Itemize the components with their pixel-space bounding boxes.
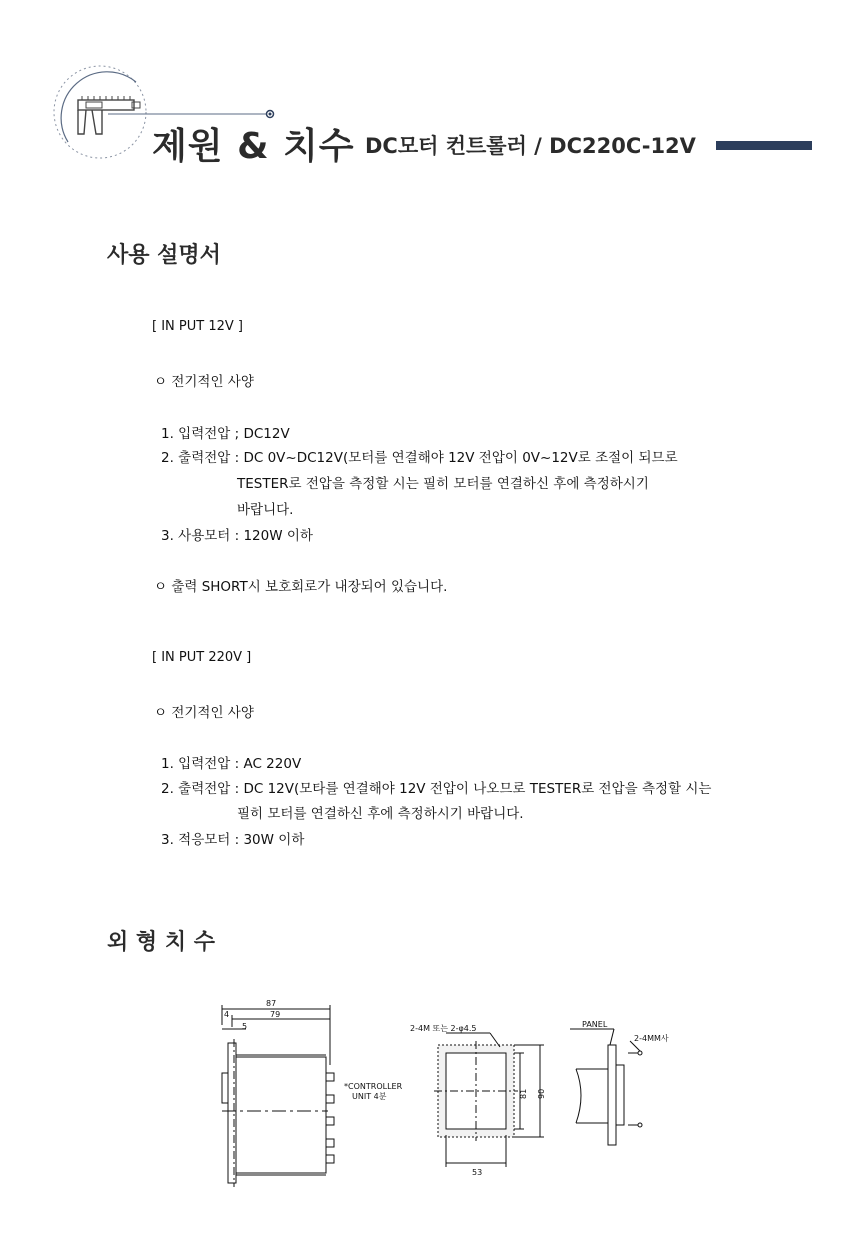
input12-item-3: 3. 사용모터 : 120W 이하: [161, 528, 313, 544]
dim-b: 5: [242, 1022, 248, 1031]
caliper-logo: [48, 62, 168, 172]
input12-electrical-heading: ㅇ 전기적인 사양: [154, 374, 254, 390]
input12-item-2-cont-2: 바랍니다.: [237, 502, 294, 518]
input220-item-3: 3. 적응모터 : 30W 이하: [161, 832, 305, 848]
dim-body-width: 79: [270, 1010, 281, 1019]
input12-note: ㅇ 출력 SHORT시 보호회로가 내장되어 있습니다.: [154, 579, 448, 595]
manual-heading: 사용 설명서: [107, 243, 221, 268]
controller-label-1: *CONTROLLER: [344, 1082, 403, 1091]
input12-label: [ IN PUT 12V ]: [152, 319, 243, 334]
input220-electrical-heading: ㅇ 전기적인 사양: [154, 705, 254, 721]
page-title: 제원 & 치수: [152, 126, 355, 167]
input12-item-2-cont-1: TESTER로 전압을 측정할 시는 필히 모터를 연결하신 후에 측정하시기: [237, 476, 649, 492]
dim-height-inner: 81: [519, 1088, 528, 1099]
input220-label: [ IN PUT 220V ]: [152, 650, 252, 665]
input220-item-2: 2. 출력전압 : DC 12V(모타를 연결해야 12V 전압이 나오므로 TESTER로 전압을 측정할 시는: [161, 781, 712, 797]
screw-label: 2-4MM사: [634, 1034, 669, 1043]
input12-item-2: 2. 출력전압 : DC 0V~DC12V(모터를 연결해야 12V 전압이 0V~12V로 조절이 되므로: [161, 450, 678, 466]
input12-item-1: 1. 입력전압 ; DC12V: [161, 426, 290, 442]
front-view: [434, 1033, 544, 1167]
accent-bar: [716, 141, 812, 150]
dim-a: 4: [224, 1010, 230, 1019]
panel-view: [570, 1029, 642, 1145]
hole-label: 2-4M 또는 2-φ4.5: [410, 1024, 477, 1033]
controller-label-2: UNIT 4분: [352, 1092, 387, 1101]
dim-total-width: 87: [266, 999, 277, 1008]
dimension-drawing-svg: [210, 995, 710, 1190]
dimensions-heading: 외 형 치 수: [107, 930, 215, 955]
dim-height-outer: 90: [537, 1088, 546, 1099]
side-view: [222, 1005, 334, 1187]
dimension-drawing: [210, 995, 710, 1190]
input220-item-2-cont: 필히 모터를 연결하신 후에 측정하시기 바랍니다.: [237, 806, 524, 822]
input220-item-1: 1. 입력전압 : AC 220V: [161, 756, 302, 772]
panel-label: PANEL: [582, 1020, 608, 1029]
dim-cutout-width: 53: [472, 1168, 483, 1177]
product-subtitle: DC모터 컨트롤러 / DC220C-12V: [365, 134, 696, 158]
